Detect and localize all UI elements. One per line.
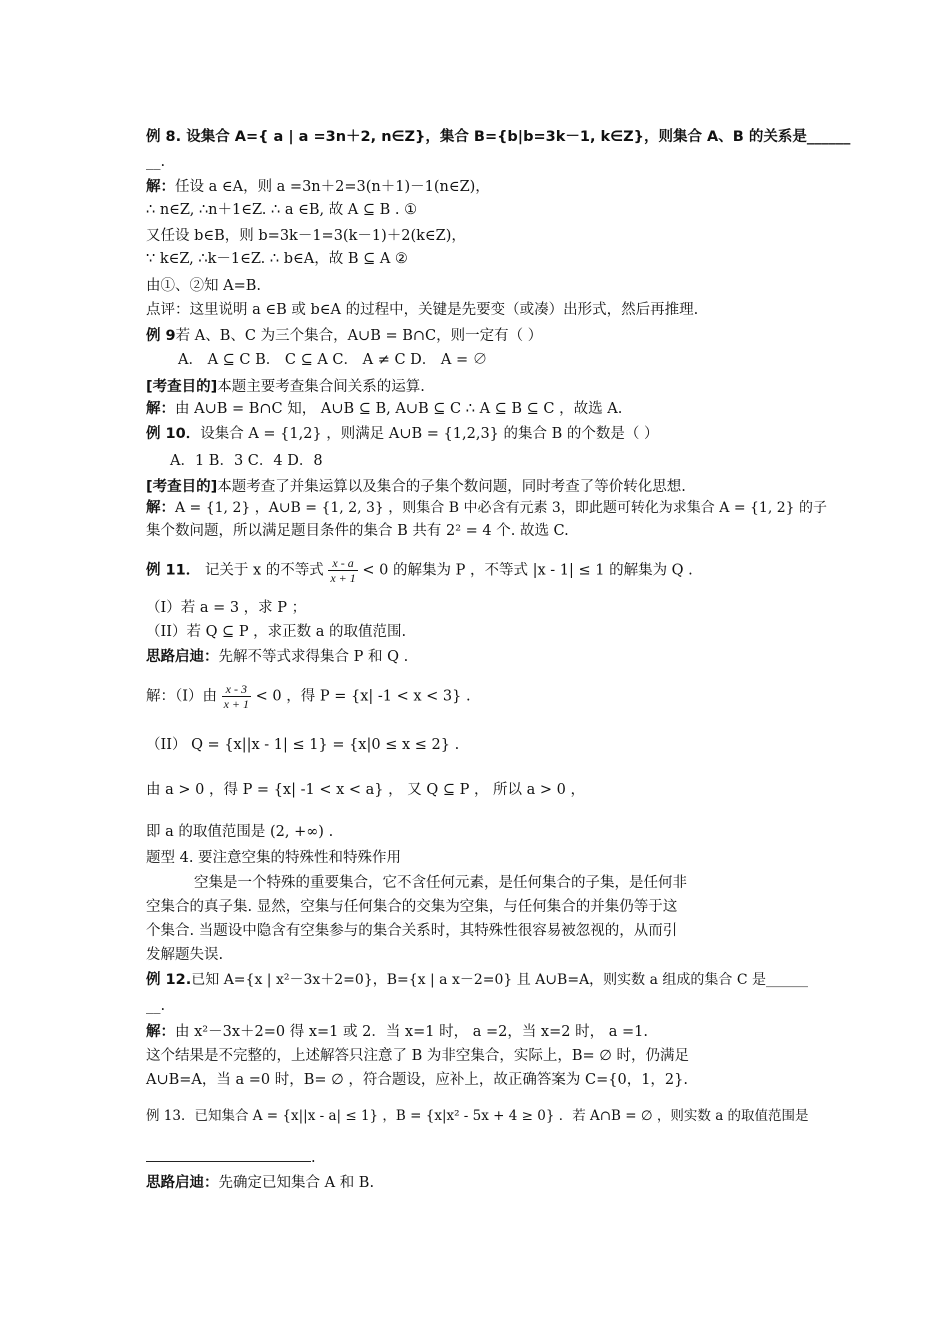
paragraph-text: 空集是一个特殊的重要集合，它不含任何元素，是任何集合的子集，是任何非: [194, 875, 687, 891]
denominator: x + 1: [223, 697, 250, 711]
solution-label: 解：: [146, 179, 175, 195]
question-text: 若 A、B、C 为三个集合，A∪B = B∩C，则一定有（ ）: [175, 328, 543, 344]
numerator: x - 3: [222, 682, 251, 697]
solution-text: 由 x²－3x＋2=0 得 x=1 或 2．当 x=1 时， a =2，当 x=2 时， a =1.: [175, 1024, 648, 1040]
solution-12-line-1: [146, 1022, 816, 1042]
heading-text: 题型 4. 要注意空集的特殊性和特殊作用: [146, 850, 402, 866]
purpose-10: [146, 477, 816, 497]
solution-11-part-2: [146, 735, 816, 755]
solution-8-line-4: [146, 249, 816, 269]
purpose-label: [考查目的]: [146, 379, 218, 395]
solution-9: [146, 399, 816, 419]
example-8-text: 例 8. 设集合 A={ a | a =3n＋2, n∈Z}，集合 B={b|b=3k－1, k∈Z}，则集合 A、B 的关系是______: [146, 129, 851, 145]
paragraph-text: 发解题失误.: [146, 947, 224, 963]
solution-11-part-2-cont: [146, 780, 816, 800]
solution-text: A∪B=A，当 a =0 时，B= ∅ ，符合题设，应补上，故正确答案为 C={0，1，2}.: [146, 1072, 688, 1088]
options-text: A． A ⊆ C B． C ⊆ A C． A ≠ C D． A = ∅: [178, 352, 488, 368]
options-text: A．1 B．3 C．4 D．8: [170, 453, 323, 469]
solution-text: （II） Q = {x||x - 1| ≤ 1} = {x|0 ≤ x ≤ 2} .: [146, 737, 460, 753]
solution-12-line-2: [146, 1046, 816, 1066]
example-10-question: [146, 424, 816, 444]
example-12-blank-tail: [146, 996, 816, 1016]
topic-4-heading: [146, 848, 816, 868]
example-13-question: [146, 1106, 816, 1126]
example-8-blank-tail: [146, 152, 816, 172]
example-11-question: [146, 556, 816, 585]
comment-text: 点评：这里说明 a ∈B 或 b∈A 的过程中，关键是先要变（或凑）出形式，然后再推理.: [146, 302, 699, 318]
solution-8-conclusion: [146, 276, 816, 296]
example-9-question: [146, 326, 816, 346]
part-text: （I）若 a = 3 ，求 P ；: [146, 600, 307, 616]
example-13-answer-blank: [146, 1147, 816, 1168]
question-text: 已知 A={x | x²－3x＋2=0}，B={x | a x－2=0} 且 A∪B=A，则实数 a 组成的集合 C 是______: [191, 972, 809, 988]
answer-blank[interactable]: [146, 1147, 311, 1162]
solution-text: 任设 a ∈A，则 a =3n＋2=3(n＋1)－1(n∈Z)，: [175, 179, 490, 195]
part-text: （II）若 Q ⊆ P ，求正数 a 的取值范围.: [146, 624, 407, 640]
comment-8: [146, 300, 816, 320]
blank-tail-text: __.: [146, 154, 166, 170]
blank-tail-text: __.: [146, 998, 166, 1014]
question-text: < 0 的解集为 P ，不等式 |x - 1| ≤ 1 的解集为 Q .: [362, 562, 693, 579]
solution-text: 这个结果是不完整的，上述解答只注意了 B 为非空集合，实际上，B= ∅ 时，仍满足: [146, 1048, 690, 1064]
hint-label: 思路启迪：: [146, 649, 219, 665]
solution-text: ∴ n∈Z, ∴n＋1∈Z. ∴ a ∈B, 故 A ⊆ B . ①: [146, 202, 418, 218]
hint-text: 先确定已知集合 A 和 B.: [218, 1175, 375, 1191]
topic-4-para-line-4: [146, 945, 816, 965]
solution-text: 解：（I）由: [146, 688, 217, 705]
example-label: 例 9: [146, 328, 176, 344]
topic-4-para-line-1: [194, 873, 864, 893]
solution-text: 即 a 的取值范围是 (2, +∞) .: [146, 824, 334, 840]
fraction: [328, 556, 357, 585]
topic-4-para-line-2: [146, 897, 816, 917]
topic-4-para-line-3: [146, 921, 816, 941]
solution-11-answer: [146, 822, 816, 842]
purpose-9: [146, 377, 816, 397]
hint-text: 先解不等式求得集合 P 和 Q .: [218, 649, 409, 665]
hint-label: 思路启迪：: [146, 1175, 219, 1191]
example-10-options: [170, 451, 840, 471]
solution-label: 解：: [146, 401, 175, 417]
denominator: x + 1: [330, 571, 356, 585]
example-label: 例 10．: [146, 426, 201, 442]
solution-text: 由①、②知 A=B.: [146, 278, 261, 294]
solution-label: 解：: [146, 1024, 175, 1040]
blank-period: .: [311, 1150, 316, 1166]
solution-11-part-1: [146, 682, 816, 711]
solution-text: 又任设 b∈B，则 b=3k－1=3(k－1)＋2(k∈Z)，: [146, 228, 466, 244]
example-label: 例 12.: [146, 972, 192, 988]
solution-text: A = {1, 2} ，A∪B = {1, 2, 3} ，则集合 B 中必含有元素 3，即此题可转化为求集合 A = {1, 2} 的子: [175, 500, 827, 516]
fraction: [222, 682, 251, 711]
solution-8-line-3: [146, 226, 816, 246]
solution-label: 解：: [146, 500, 175, 516]
solution-text: 由 A∪B = B∩C 知， A∪B ⊆ B, A∪B ⊆ C ∴ A ⊆ B ⊆ C ，故选 A.: [175, 401, 623, 417]
paragraph-text: 空集合的真子集. 显然，空集与任何集合的交集为空集，与任何集合的并集仍等于这: [146, 899, 678, 915]
example-12-question: [146, 970, 816, 990]
paragraph-text: 个集合. 当题设中隐含有空集参与的集合关系时，其特殊性很容易被忽视的，从而引: [146, 923, 678, 939]
example-9-options: [130, 350, 848, 370]
example-11-part-2: [146, 622, 816, 642]
purpose-text: 本题主要考查集合间关系的运算.: [217, 379, 425, 395]
solution-10-line-1: [146, 498, 827, 518]
purpose-text: 本题考查了并集运算以及集合的子集个数问题，同时考查了等价转化思想.: [217, 479, 686, 495]
solution-10-line-2: [146, 521, 816, 541]
hint-11: [146, 647, 816, 667]
question-text: 设集合 A = {1,2} ，则满足 A∪B = {1,2,3} 的集合 B 的个数是（ ）: [200, 426, 659, 442]
solution-text: ∵ k∈Z, ∴k－1∈Z. ∴ b∈A，故 B ⊆ A ②: [146, 251, 408, 267]
numerator: x - a: [328, 556, 357, 571]
question-text: 记关于 x 的不等式: [204, 562, 324, 579]
hint-13: [146, 1173, 816, 1193]
example-11-part-1: [146, 598, 816, 618]
solution-text: 集个数问题，所以满足题目条件的集合 B 共有 2² = 4 个. 故选 C.: [146, 523, 569, 539]
solution-text: 由 a > 0 ，得 P = {x| -1 < x < a} ， 又 Q ⊆ P ， 所以 a > 0 ，: [146, 782, 586, 798]
example-8-question: [146, 127, 851, 147]
purpose-label: [考查目的]: [146, 479, 218, 495]
solution-text: < 0 ，得 P = {x| -1 < x < 3} .: [255, 688, 471, 705]
example-label: 例 11．: [146, 562, 201, 579]
question-text: 例 13．已知集合 A = {x||x - a| ≤ 1} ，B = {x|x² - 5x + 4 ≥ 0} ．若 A∩B = ∅ ，则实数 a 的取值范围是: [146, 1108, 809, 1124]
solution-8-line-1: [146, 177, 816, 197]
solution-8-line-2: [146, 200, 816, 220]
solution-12-line-3: [146, 1070, 816, 1090]
